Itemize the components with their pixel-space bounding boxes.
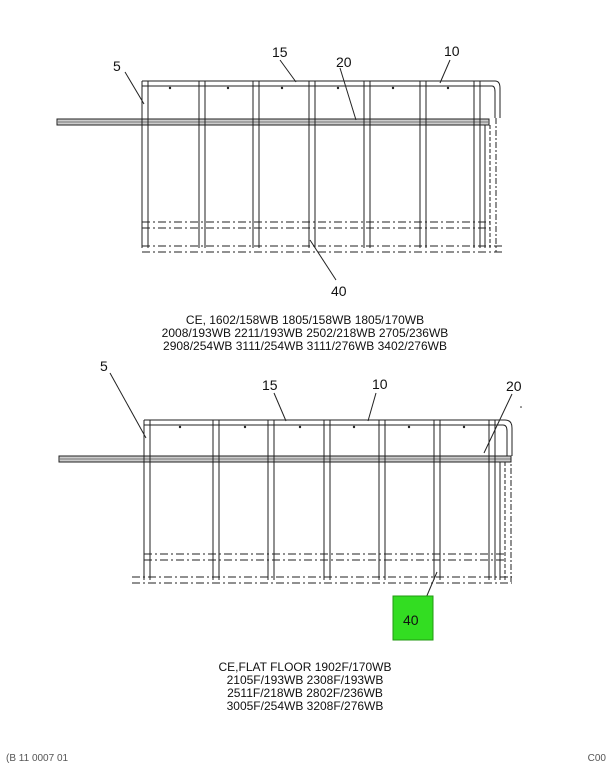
callout-5-bottom: 5 [100,358,108,374]
top-diagram-caption [0,314,610,353]
callout-10-top: 10 [444,43,460,59]
callout-40-top: 40 [331,283,347,299]
caption-line: 2908/254WB 3111/254WB 3111/276WB 3402/276WB [163,339,447,353]
caption-line: 2008/193WB 2211/193WB 2502/218WB 2705/236WB [161,326,449,340]
top-frame-assembly [57,60,502,280]
callout-20-top: 20 [336,54,352,70]
callout-20-bottom: 20 [506,378,522,394]
stray-dot [520,406,522,408]
caption-line: CE,FLAT FLOOR 1902F/170WB [218,660,392,674]
caption-line: 2511F/218WB 2802F/236WB [227,686,383,700]
callout-15-top: 15 [272,44,288,60]
callout-40-bottom: 40 [403,612,419,628]
callout-15-bottom: 15 [262,377,278,393]
bottom-diagram-caption [0,661,610,713]
caption-line: CE, 1602/158WB 1805/158WB 1805/170WB [185,313,425,327]
callout-5-top: 5 [113,58,121,74]
callout-10-bottom: 10 [372,376,388,392]
footer-right: C00 [587,753,606,764]
caption-line: 3005F/254WB 3208F/276WB [226,699,384,713]
caption-line: 2105F/193WB 2308F/193WB [226,673,384,687]
footer-left: (B 11 0007 01 [6,753,69,764]
bottom-frame-assembly [59,373,512,612]
